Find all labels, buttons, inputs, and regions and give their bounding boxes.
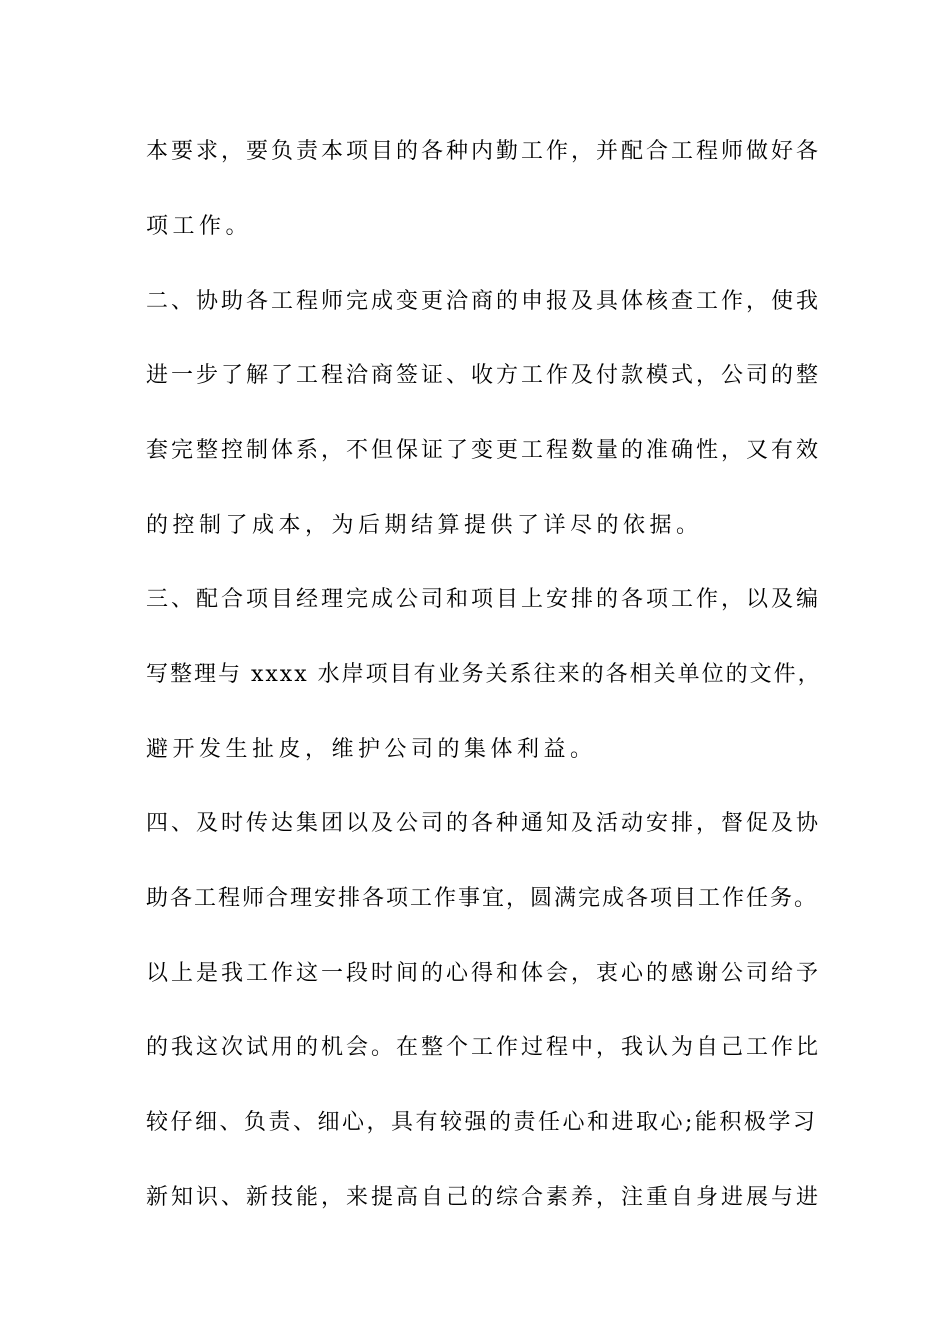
text-line: 套完整控制体系，不但保证了变更工程数量的准确性，又有效 — [146, 438, 822, 463]
text-line: 写整理与 xxxx 水岸项目有业务关系往来的各相关单位的文件， — [146, 662, 822, 687]
text-line: 四、及时传达集团以及公司的各种通知及活动安排，督促及协 — [146, 811, 822, 836]
text-line: 的我这次试用的机会。在整个工作过程中，我认为自己工作比 — [146, 1035, 822, 1060]
text-line: 三、配合项目经理完成公司和项目上安排的各项工作，以及编 — [146, 587, 822, 612]
text-line: 的控制了成本，为后期结算提供了详尽的依据。 — [146, 513, 703, 538]
text-line: 项工作。 — [146, 214, 253, 239]
text-line: 二、协助各工程师完成变更洽商的申报及具体核查工作，使我 — [146, 289, 822, 314]
text-line: 本要求，要负责本项目的各种内勤工作，并配合工程师做好各 — [146, 139, 822, 164]
text-line: 较仔细、负责、细心，具有较强的责任心和进取心;能积极学习 — [146, 1110, 818, 1135]
text-line: 以上是我工作这一段时间的心得和体会，衷心的感谢公司给予 — [146, 961, 822, 986]
text-line: 进一步了解了工程洽商签证、收方工作及付款模式，公司的整 — [146, 363, 822, 388]
text-line: 助各工程师合理安排各项工作事宜，圆满完成各项目工作任务。 — [146, 886, 819, 911]
text-line: 新知识、新技能，来提高自己的综合素养，注重自身进展与进 — [146, 1185, 822, 1210]
text-line: 避开发生扯皮，维护公司的集体利益。 — [146, 737, 597, 762]
